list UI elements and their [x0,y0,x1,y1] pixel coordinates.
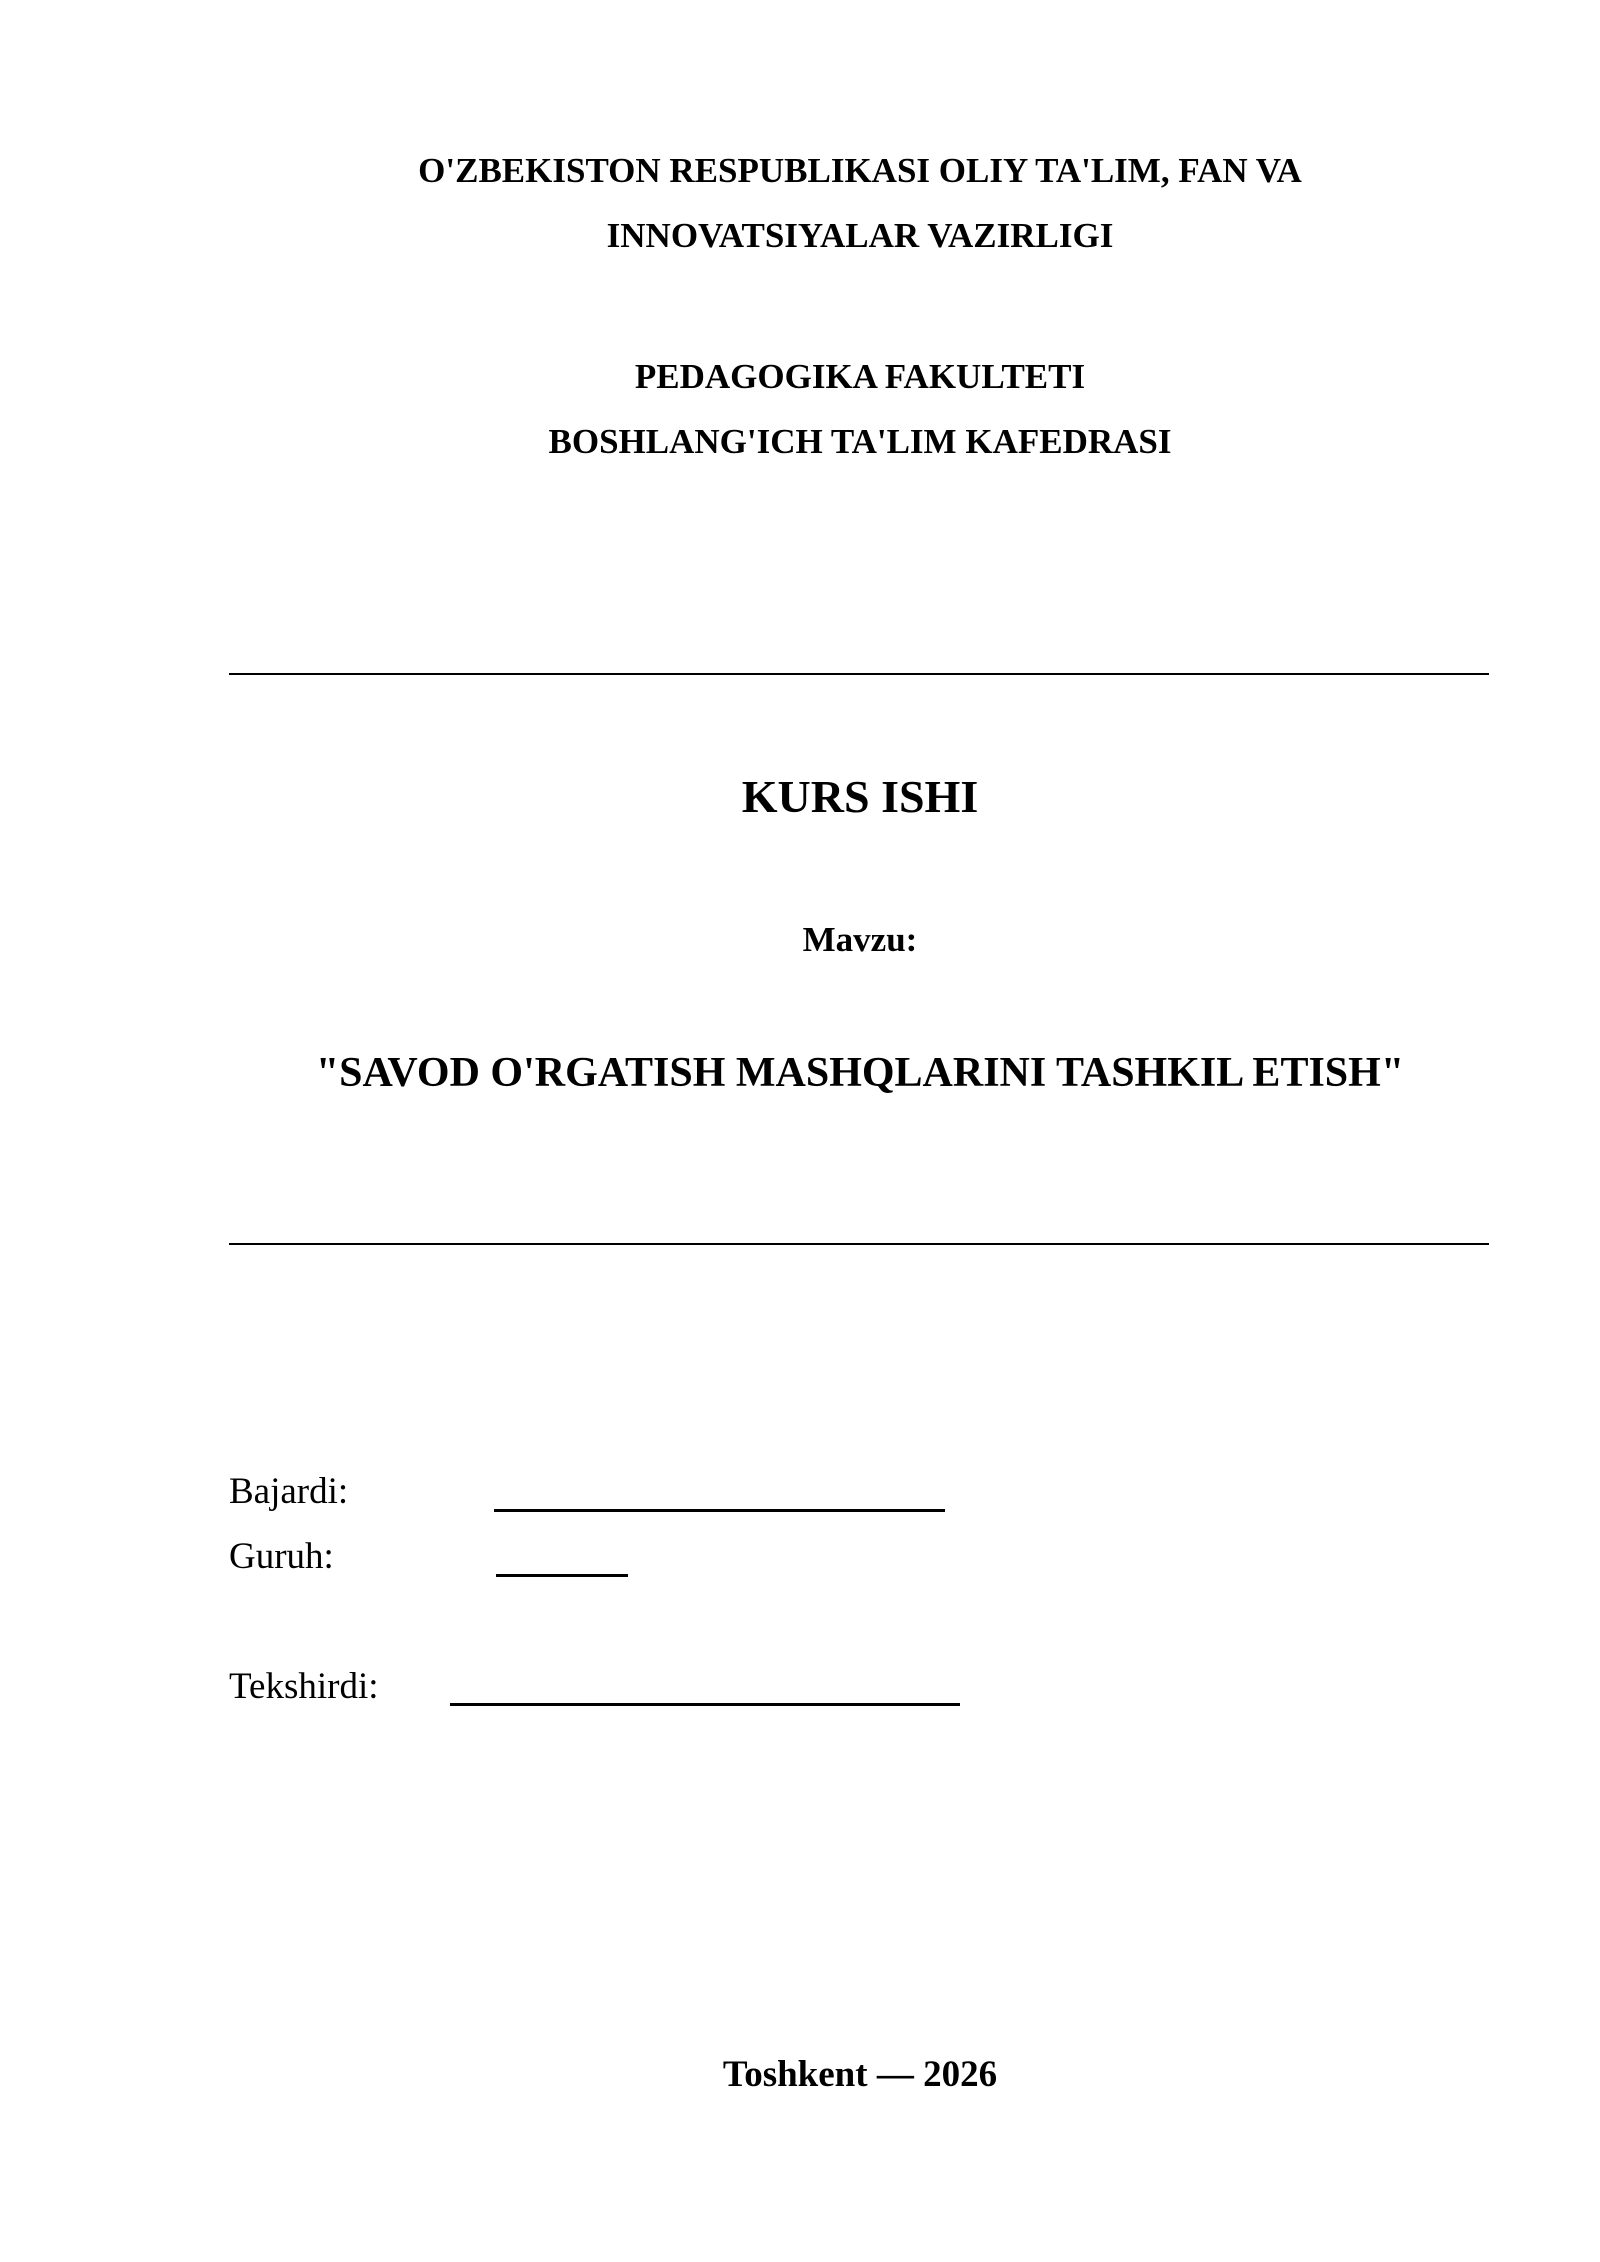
checked-by-blank-line [450,1703,960,1706]
performed-by-blank-line [494,1509,945,1512]
top-divider [229,673,1489,675]
group-blank-line [496,1574,628,1577]
department-name: BOSHLANG'ICH TA'LIM KAFEDRASI [548,422,1172,461]
checked-by-label: Tekshirdi: [229,1666,379,1707]
faculty-name: PEDAGOGIKA FAKULTETI [634,357,1086,396]
ministry-name-line-2: INNOVATSIYALAR VAZIRLIGI [606,216,1114,255]
bottom-divider [229,1243,1489,1245]
topic-label: Mavzu: [802,920,918,959]
city-and-year: Toshkent — 2026 [722,2054,998,2095]
ministry-name-line-1: O'ZBEKISTON RESPUBLIKASI OLIY TA'LIM, FAN VA [418,151,1302,190]
performed-by-label: Bajardi: [229,1471,349,1512]
document-type-title: KURS ISHI [741,771,979,822]
group-label: Guruh: [229,1536,334,1577]
topic-title: "SAVOD O'RGATISH MASHQLARINI TASHKIL ETISH" [315,1050,1405,1096]
